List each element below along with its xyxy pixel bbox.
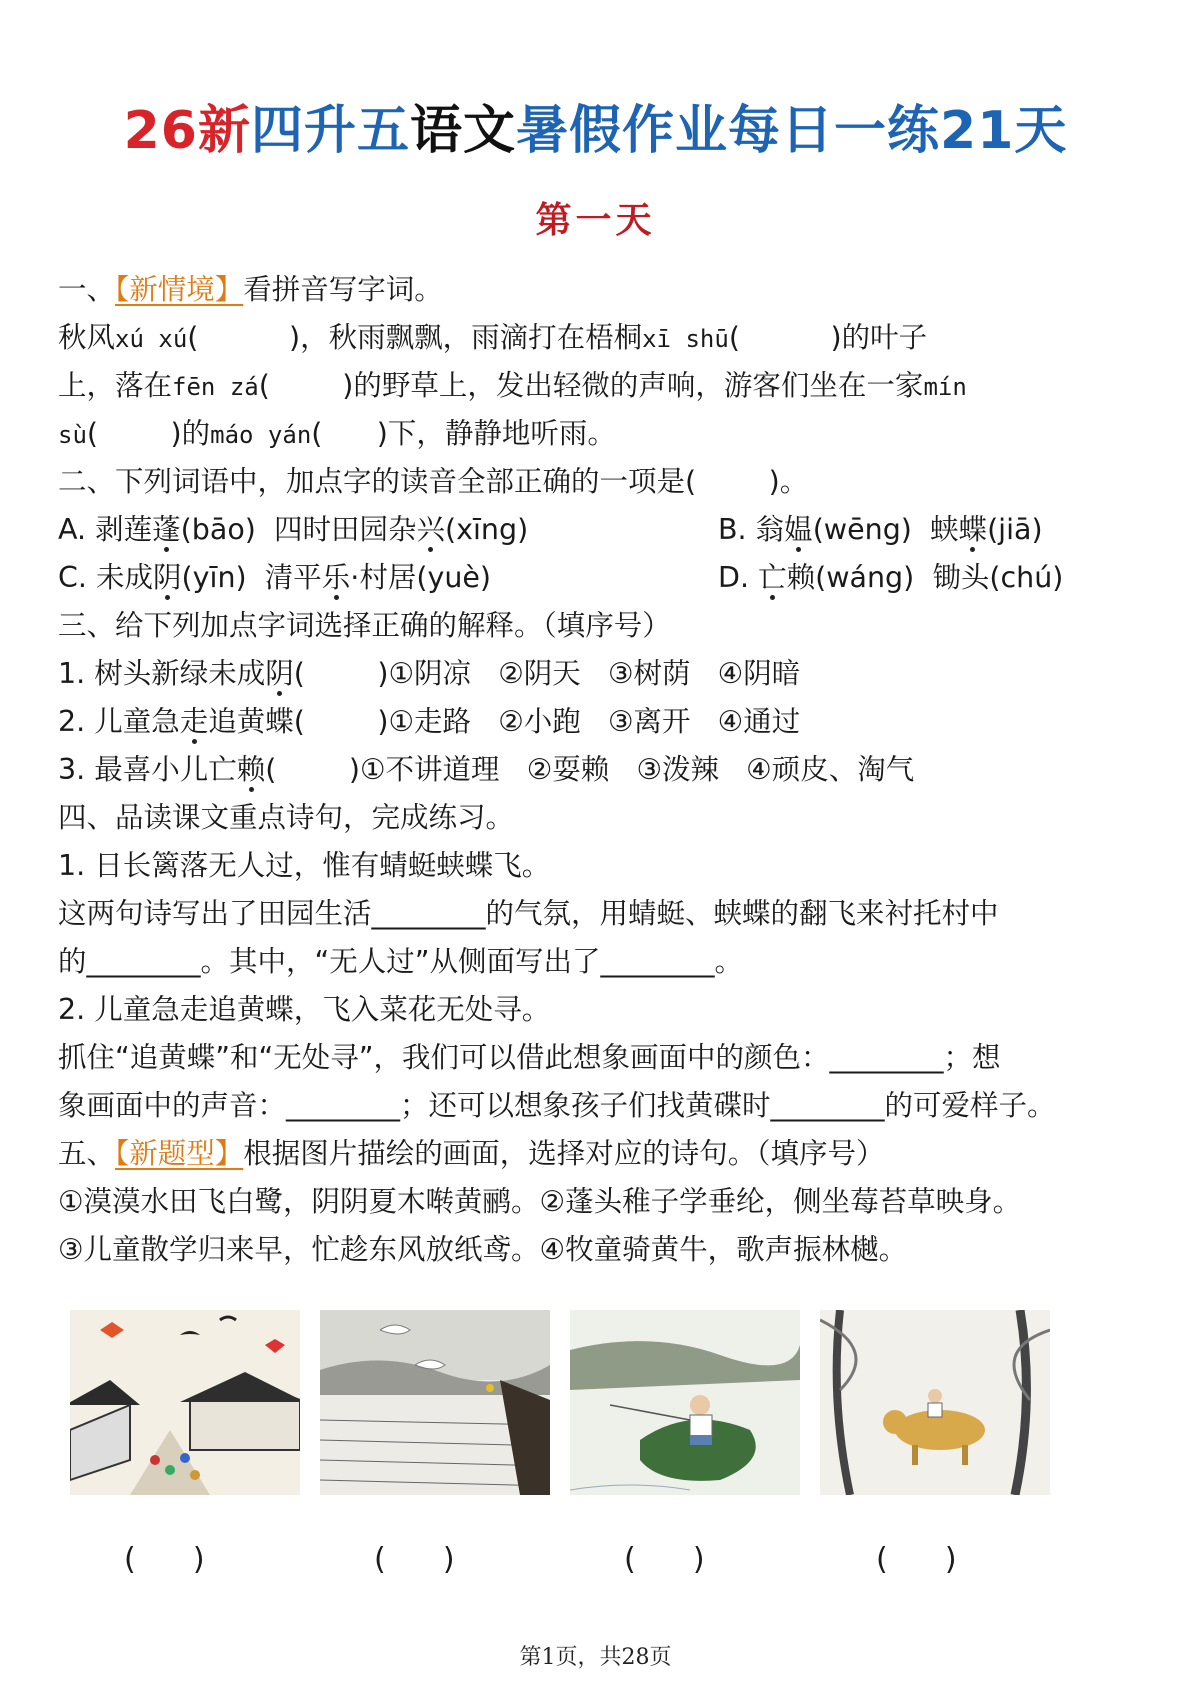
section-1-line-2 xyxy=(58,362,1138,410)
text: ( )的叶子 xyxy=(728,321,928,354)
picture-egrets-paddy xyxy=(320,1310,550,1495)
dotted-char: 赖 xyxy=(236,753,266,786)
option-a xyxy=(58,513,528,546)
question-line: 抓住“追黄蝶”和“无处寻”，我们可以借此想象画面中的颜色：________；想 xyxy=(58,1041,1001,1074)
text: ( )①不讲道理 ②耍赖 ③泼辣 ④顽皮、淘气 xyxy=(265,753,915,786)
text: (jiā) xyxy=(987,513,1043,546)
picture-kite-flying xyxy=(70,1310,300,1495)
section-instruction: 看拼音写字词。 xyxy=(243,273,443,306)
text: ( )，秋雨飘飘，雨滴打在梧桐 xyxy=(187,321,643,354)
section-2-options-ab xyxy=(58,506,1138,554)
title-part-2: 四升五 xyxy=(250,101,410,161)
dotted-char: 蝶 xyxy=(958,513,988,546)
dotted-char: 阴 xyxy=(265,657,294,690)
text: 秋风 xyxy=(58,321,116,354)
picture-boy-fishing xyxy=(570,1310,800,1495)
text: ( )的野草上，发出轻微的声响，游客们坐在一家 xyxy=(258,369,924,402)
pinyin: mín xyxy=(923,373,967,401)
dotted-char: 蓬 xyxy=(152,513,181,546)
text: 追黄蝶( )①走路 ②小跑 ③离开 ④通过 xyxy=(208,705,801,738)
section-3-heading: 三、给下列加点字词选择正确的解释。（填序号） xyxy=(58,609,671,642)
pinyin: xú xú xyxy=(115,325,188,353)
section-number: 五、 xyxy=(58,1137,116,1170)
text: B. 翁 xyxy=(718,513,785,546)
section-3-question-3 xyxy=(58,746,1138,794)
text: ( )的 xyxy=(86,417,211,450)
section-1-heading xyxy=(58,266,1138,314)
dotted-char: 走 xyxy=(179,705,209,738)
question-line: 这两句诗写出了田园生活________的气氛，用蜻蜓、蛱蝶的翻飞来衬托村中 xyxy=(58,897,999,930)
text: (xīng) xyxy=(445,513,529,546)
section-3-question-2 xyxy=(58,698,1138,746)
text: ( )①阴凉 ②阴天 ③树荫 ④阴暗 xyxy=(293,657,801,690)
section-3-question-1 xyxy=(58,650,1138,698)
answer-paren-1[interactable]: ( ) xyxy=(124,1542,205,1577)
dotted-char: 兴 xyxy=(416,513,446,546)
new-context-tag: 【新情境】 xyxy=(115,273,244,306)
picture-row xyxy=(70,1310,1130,1540)
page-footer: 第1页，共28页 xyxy=(519,1645,672,1670)
day-heading: 第一天 xyxy=(535,199,656,241)
answer-paren-2[interactable]: ( ) xyxy=(374,1542,455,1577)
page-title xyxy=(0,88,1191,163)
pinyin: sù xyxy=(58,421,87,449)
new-type-tag: 【新题型】 xyxy=(115,1137,244,1170)
poem-line-1: 1. 日长篱落无人过，惟有蜻蜓蛱蝶飞。 xyxy=(58,849,551,882)
section-2-heading: 二、下列词语中，加点字的读音全部正确的一项是( )。 xyxy=(58,465,809,498)
text: 3. 最喜小儿亡 xyxy=(58,753,237,786)
section-4-heading: 四、品读课文重点诗句，完成练习。 xyxy=(58,801,515,834)
section-number: 一、 xyxy=(58,273,116,306)
text: 1. 树头新绿未成 xyxy=(58,657,266,690)
section-1-line-1 xyxy=(58,314,1138,362)
text: ( )下，静静地听雨。 xyxy=(311,417,616,450)
poem-line-2: 2. 儿童急走追黄蝶，飞入菜花无处寻。 xyxy=(58,993,551,1026)
title-part-1: 26新 xyxy=(123,101,251,161)
section-5-heading xyxy=(58,1130,1138,1178)
title-part-4: 暑假作业每日一练21天 xyxy=(516,101,1068,161)
option-d xyxy=(718,554,1063,602)
worksheet-body xyxy=(58,266,1138,1274)
section-1-line-3 xyxy=(58,410,1138,458)
pinyin: máo yán xyxy=(210,421,312,449)
poem-options-line-1: ①漠漠水田飞白鹭，阴阴夏木啭黄鹂。②蓬头稚子学垂纶，侧坐莓苔草映身。 xyxy=(58,1185,1022,1218)
picture-cowherd-ox xyxy=(820,1310,1050,1495)
text: 上，落在 xyxy=(58,369,173,402)
pinyin: xī shū xyxy=(642,325,729,353)
text: ·村居(yuè) xyxy=(350,561,492,594)
text: A. 剥莲 xyxy=(58,513,153,546)
poem-options-line-2: ③儿童散学归来早，忙趁东风放纸鸢。④牧童骑黄牛，歌声振林樾。 xyxy=(58,1233,908,1266)
text: D. xyxy=(718,561,759,594)
text: (yīn) 清平 xyxy=(181,561,322,594)
answer-paren-4[interactable]: ( ) xyxy=(876,1542,957,1577)
dotted-char: 媪 xyxy=(784,513,813,546)
option-c xyxy=(58,561,491,594)
dotted-char: 乐 xyxy=(321,561,351,594)
text: C. 未成 xyxy=(58,561,154,594)
question-line: 的________。其中，“无人过”从侧面写出了________。 xyxy=(58,945,744,978)
title-part-3: 语文 xyxy=(410,101,517,161)
section-instruction: 根据图片描绘的画面，选择对应的诗句。（填序号） xyxy=(243,1137,885,1170)
section-2-options-cd xyxy=(58,554,1138,602)
text: (bāo) 四时田园杂 xyxy=(180,513,417,546)
text: 赖(wáng) 锄头(chú) xyxy=(786,561,1064,594)
option-b xyxy=(718,506,1043,554)
pinyin: fēn zá xyxy=(172,373,259,401)
dotted-char: 阴 xyxy=(153,561,182,594)
answer-paren-3[interactable]: ( ) xyxy=(624,1542,705,1577)
text: 2. 儿童急 xyxy=(58,705,180,738)
question-line: 象画面中的声音：________；还可以想象孩子们找黄碟时________的可爱样子。 xyxy=(58,1089,1056,1122)
dotted-char: 亡 xyxy=(758,561,787,594)
text: (wēng) 蛱 xyxy=(812,513,959,546)
